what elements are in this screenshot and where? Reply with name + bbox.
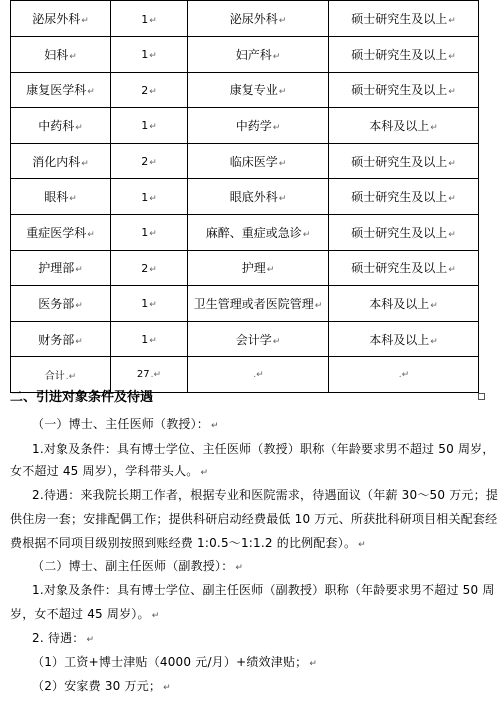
sub1-benefits-line2: 供住房一套；安排配偶工作；提供科研启动经费最低 10 万元、所获批科研项目相关配套经 [10,512,498,526]
section-title: 二、引进对象条件及待遇 [10,390,154,405]
count-cell: 2↵ [111,72,188,108]
dept-cell: 眼科↵ [11,179,111,215]
count-cell: 2↵ [111,143,188,179]
table-row [11,72,479,108]
dept-cell: 中药科↵ [11,108,111,144]
table-row [11,321,479,357]
total-empty-cell: .↵ [188,357,329,393]
major-cell: 卫生管理或者医院管理↵ [188,286,329,322]
table-row [11,179,479,215]
sub1-conditions-line1: 1.对象及条件：具有博士学位、主任医师（教授）职称（年龄要求男不超过 50 周岁， [32,442,495,456]
total-empty-cell: .↵ [329,357,479,393]
dept-cell: 医务部↵ [11,286,111,322]
dept-cell: 妇科↵ [11,37,111,73]
dept-cell: 重症医学科↵ [11,214,111,250]
table-row [11,37,479,73]
dept-cell: 康复医学科↵ [11,72,111,108]
subsection-1-title: （一）博士、主任医师（教授）： ↵ [32,417,219,431]
table-row [11,108,479,144]
sub2-conditions-line2: 岁，女不超过 45 周岁）。 ↵ [10,607,160,621]
dept-cell: 消化内科↵ [11,143,111,179]
total-label-cell: 合计.↵ [11,357,111,393]
major-cell: 康复专业↵ [188,72,329,108]
count-cell: 1↵ [111,1,188,37]
table-resize-handle[interactable] [478,393,485,400]
count-cell: 1↵ [111,214,188,250]
dept-cell: 护理部↵ [11,250,111,286]
major-cell: 妇产科↵ [188,37,329,73]
table-row [11,1,479,37]
table-row [11,250,479,286]
sub2-benefits-title: 2. 待遇： ↵ [32,631,95,645]
table-row [11,214,479,250]
major-cell: 泌尿外科↵ [188,1,329,37]
major-cell: 护理↵ [188,250,329,286]
degree-cell: 硕士研究生及以上↵ [329,143,479,179]
count-cell: 1↵ [111,37,188,73]
degree-cell: 硕士研究生及以上↵ [329,250,479,286]
count-cell: 1↵ [111,286,188,322]
sub2-conditions-line1: 1.对象及条件：具有博士学位、副主任医师（副教授）职称（年龄要求男不超过 50 周 [32,583,495,597]
sub2-benefit-item-1: （1）工资+博士津贴（4000 元/月）+绩效津贴； ↵ [32,655,318,669]
count-cell: 1↵ [111,108,188,144]
total-count-cell: 27.↵ [111,357,188,393]
degree-cell: 本科及以上↵ [329,321,479,357]
major-cell: 眼底外科↵ [188,179,329,215]
major-cell: 会计学↵ [188,321,329,357]
degree-cell: 硕士研究生及以上↵ [329,72,479,108]
dept-cell: 泌尿外科↵ [11,1,111,37]
degree-cell: 硕士研究生及以上↵ [329,37,479,73]
major-cell: 麻醉、重症或急诊↵ [188,214,329,250]
table-row [11,286,479,322]
count-cell: 2↵ [111,250,188,286]
dept-cell: 财务部↵ [11,321,111,357]
degree-cell: 本科及以上↵ [329,286,479,322]
table-row [11,143,479,179]
recruitment-table [10,0,479,393]
subsection-2-title: （二）博士、副主任医师（副教授）： ↵ [32,559,244,573]
degree-cell: 硕士研究生及以上↵ [329,1,479,37]
major-cell: 临床医学↵ [188,143,329,179]
count-cell: 1↵ [111,321,188,357]
degree-cell: 硕士研究生及以上↵ [329,179,479,215]
table-body [11,1,479,393]
sub1-conditions-line2: 女不超过 45 周岁），学科带头人。 ↵ [10,464,209,478]
major-cell: 中药学↵ [188,108,329,144]
sub1-benefits-line3: 费根据不同项目级别按照到账经费 1:0.5～1:1.2 的比例配套）。 ↵ [10,536,366,550]
count-cell: 1↵ [111,179,188,215]
sub2-benefit-item-2: （2）安家费 30 万元； ↵ [32,679,171,693]
degree-cell: 硕士研究生及以上↵ [329,214,479,250]
sub1-benefits-line1: 2.待遇：来我院长期工作者，根据专业和医院需求，待遇面议（年薪 30～50 万元；提 [32,488,499,502]
degree-cell: 本科及以上↵ [329,108,479,144]
